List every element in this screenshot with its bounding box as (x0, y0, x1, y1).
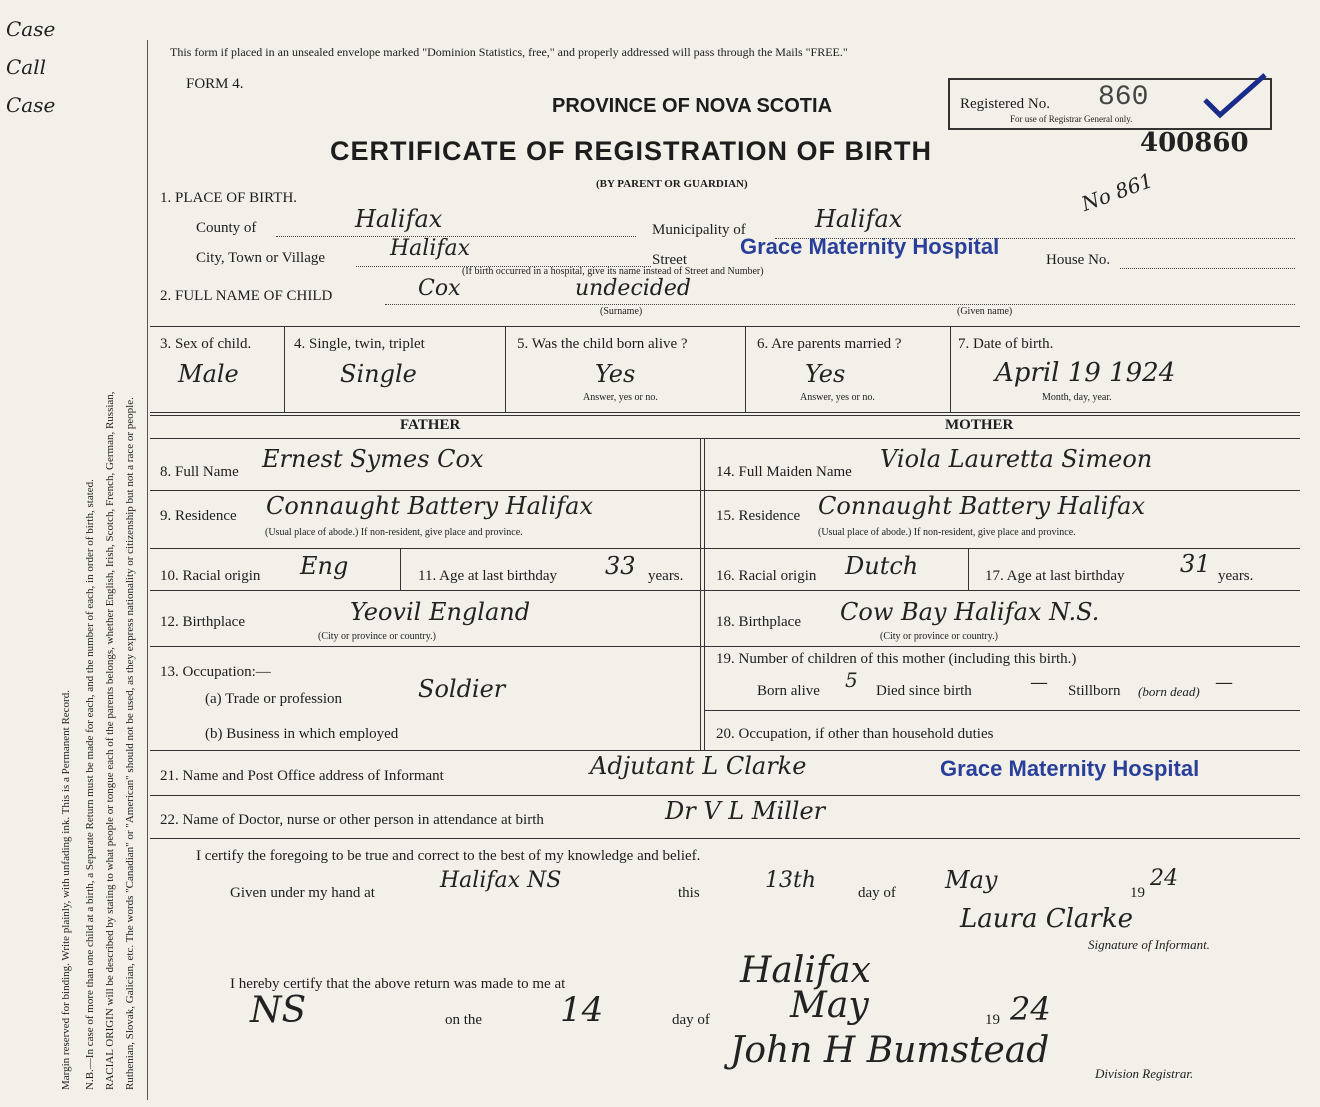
registrar-use-note: For use of Registrar General only. (1010, 114, 1133, 124)
informant-signature: Laura Clarke (960, 904, 1133, 934)
born-alive-label: Born alive (757, 683, 820, 699)
given-label: Given under my hand at (230, 885, 375, 901)
place-of-birth-heading: 1. PLACE OF BIRTH. (160, 190, 298, 206)
registrar-day: 14 (560, 990, 604, 1030)
dob-caption: Month, day, year. (1042, 392, 1112, 403)
informant-value: Adjutant L Clarke (590, 752, 807, 780)
mother-heading: MOTHER (945, 417, 1014, 433)
multiple-birth-note: N.B.—In case of more than one child at a birth, a Separate Return must be made for each, and the number of each, in order of birth, stated. (84, 479, 96, 1090)
cert-day-of-label: day of (858, 885, 896, 901)
plurality-value: Single (340, 360, 417, 388)
married-caption: Answer, yes or no. (800, 392, 875, 403)
registrar-day-of: day of (672, 1012, 710, 1028)
child-given-name: undecided (575, 276, 691, 301)
registrar-on-the: on the (445, 1012, 483, 1028)
alive-value: Yes (595, 360, 636, 388)
mother-birthplace-caption: (City or province or country.) (880, 631, 998, 642)
father-racial: Eng (300, 552, 349, 580)
certification-statement: I certify the foregoing to be true and correct to the best of my knowledge and belief. (196, 848, 701, 864)
given-place: Halifax NS (440, 868, 562, 893)
married-value: Yes (805, 360, 846, 388)
dob-label: 7. Date of birth. (958, 336, 1054, 352)
province-title: PROVINCE OF NOVA SCOTIA (552, 95, 833, 117)
street-label: Street (652, 252, 687, 268)
mother-residence-label: 15. Residence (716, 508, 801, 524)
father-trade-label: (a) Trade or profession (205, 691, 343, 707)
mother-age: 31 (1180, 550, 1211, 578)
sex-label: 3. Sex of child. (160, 336, 252, 352)
street-stamp: Grace Maternity Hospital (740, 234, 1000, 259)
registrar-caption: Division Registrar. (1095, 1066, 1194, 1081)
father-age: 33 (605, 552, 636, 580)
racial-origin-note: RACIAL ORIGIN will be described by stating to what people or tongue each of the parents belongs, whether English, Irish, Scotch, French, German, Russian, (104, 391, 116, 1090)
cert-month: May (945, 866, 998, 894)
doctor-value: Dr V L Miller (665, 797, 826, 825)
mother-children-label: 19. Number of children of this mother (including this birth.) (716, 651, 1077, 667)
father-residence-label: 9. Residence (160, 508, 237, 524)
given-caption: (Given name) (957, 306, 1013, 317)
father-residence-caption: (Usual place of abode.) If non-resident, give place and province. (265, 527, 523, 538)
county-label: County of (196, 220, 257, 236)
municipality-label: Municipality of (652, 222, 746, 238)
father-trade: Soldier (418, 675, 506, 703)
house-label: House No. (1046, 252, 1111, 268)
informant-label: 21. Name and Post Office address of Informant (160, 768, 444, 784)
father-birthplace-caption: (City or province or country.) (318, 631, 436, 642)
father-years: years. (648, 568, 684, 584)
alive-label: 5. Was the child born alive ? (517, 336, 688, 352)
mother-racial-label: 16. Racial origin (716, 568, 817, 584)
postal-note: This form if placed in an unsealed envelope marked "Dominion Statistics, free," and properly addressed will pass through the Mails "FREE." (170, 45, 848, 59)
child-name-label: 2. FULL NAME OF CHILD (160, 288, 333, 304)
registrar-month: May (790, 985, 869, 1026)
this-label: this (678, 885, 700, 901)
margin-handwritten-note: Case Call Case (6, 17, 56, 117)
married-label: 6. Are parents married ? (757, 336, 902, 352)
mother-age-label: 17. Age at last birthday (985, 568, 1125, 584)
mother-racial: Dutch (845, 552, 919, 580)
registered-label: Registered No. (960, 96, 1050, 112)
surname-caption: (Surname) (600, 306, 643, 317)
margin-rotated-text (0, 0, 160, 1107)
stillborn-note: (born dead) (1138, 684, 1200, 699)
municipality-value: Halifax (815, 205, 903, 233)
mother-residence: Connaught Battery Halifax (818, 492, 1145, 520)
registrar-signature: John H Bumstead (730, 1030, 1050, 1071)
racial-origin-note-2: Ruthenian, Slovak, Galician, etc. The words "Canadian" or "American" should not be used, as they express nationality or citizenship but not a race or people. (124, 397, 136, 1090)
county-value: Halifax (355, 205, 443, 233)
margin-rule (147, 40, 148, 1100)
registered-number: 860 (1098, 82, 1149, 113)
page-subtitle: (BY PARENT OR GUARDIAN) (596, 178, 748, 190)
signature-caption: Signature of Informant. (1088, 937, 1210, 952)
page-title: CERTIFICATE OF REGISTRATION OF BIRTH (330, 136, 932, 166)
mother-years: years. (1218, 568, 1254, 584)
father-racial-label: 10. Racial origin (160, 568, 261, 584)
stillborn-value: — (1215, 672, 1233, 693)
binding-note: Margin reserved for binding. Write plainly, with unfading ink. This is a Permanent Record. (60, 690, 72, 1090)
mother-name: Viola Lauretta Simeon (880, 445, 1153, 473)
hospital-note: (If birth occurred in a hospital, give its name instead of Street and Number) (462, 266, 764, 277)
mother-name-label: 14. Full Maiden Name (716, 464, 852, 480)
born-alive-value: 5 (845, 668, 858, 692)
form-number: FORM 4. (186, 76, 244, 92)
registrar-place-2: NS (250, 990, 307, 1031)
father-birthplace: Yeovil England (350, 598, 531, 626)
dob-value: April 19 1924 (995, 358, 1176, 388)
father-business-label: (b) Business in which employed (205, 726, 399, 742)
sex-value: Male (178, 360, 239, 388)
father-name-label: 8. Full Name (160, 464, 239, 480)
alive-caption: Answer, yes or no. (583, 392, 658, 403)
father-birthplace-label: 12. Birthplace (160, 614, 245, 630)
mother-residence-caption: (Usual place of abode.) If non-resident, give place and province. (818, 527, 1076, 538)
registrar-year: 24 (1010, 990, 1051, 1028)
registrar-place: Halifax (740, 950, 871, 991)
stillborn-label: Stillborn (1068, 683, 1121, 699)
father-occupation-label: 13. Occupation:— (160, 664, 271, 680)
father-residence: Connaught Battery Halifax (266, 492, 593, 520)
registrar-year-prefix: 19 (985, 1012, 1000, 1028)
died-label: Died since birth (876, 683, 972, 699)
registrar-statement: I hereby certify that the above return was made to me at (230, 976, 566, 992)
died-value: — (1030, 672, 1048, 693)
child-surname: Cox (418, 276, 461, 301)
city-label: City, Town or Village (196, 250, 326, 266)
cert-year: 24 (1150, 866, 1178, 891)
father-heading: FATHER (400, 417, 461, 433)
mother-birthplace: Cow Bay Halifax N.S. (840, 598, 1100, 626)
plurality-label: 4. Single, twin, triplet (294, 336, 425, 352)
informant-stamp: Grace Maternity Hospital (940, 756, 1200, 781)
doctor-label: 22. Name of Doctor, nurse or other person in attendance at birth (160, 812, 544, 828)
city-value: Halifax (390, 236, 471, 261)
mother-occupation-label: 20. Occupation, if other than household duties (716, 726, 994, 742)
father-name: Ernest Symes Cox (262, 445, 484, 473)
file-number: 400860 (1140, 128, 1249, 158)
father-age-label: 11. Age at last birthday (418, 568, 557, 584)
cert-year-prefix: 19 (1130, 885, 1145, 901)
mother-birthplace-label: 18. Birthplace (716, 614, 801, 630)
checkmark-icon (1200, 70, 1270, 120)
cert-day: 13th (765, 868, 817, 893)
margin-mark: No 861 (1078, 168, 1156, 216)
